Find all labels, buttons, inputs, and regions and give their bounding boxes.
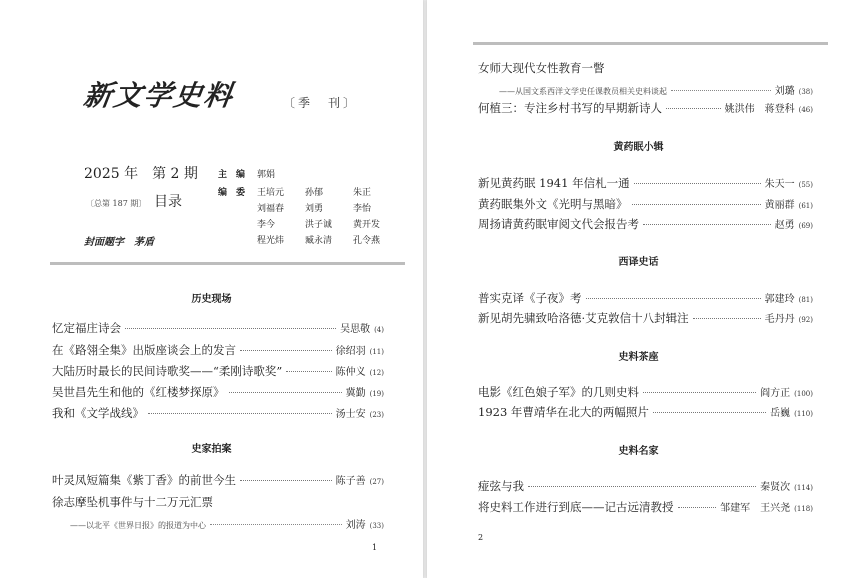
- toc-entry[interactable]: 将史料工作进行到底——记古远清教授 邹建军 王兴尧 (118): [478, 500, 813, 514]
- toc-entry[interactable]: 普实克译《子夜》考 郭建玲 (81): [478, 291, 813, 305]
- toc-entry[interactable]: 电影《红色娘子军》的几则史料 阎方正 (100): [478, 385, 813, 399]
- toc-entry[interactable]: 我和《文学战线》 汤士安 (23): [52, 406, 384, 420]
- toc-entry[interactable]: 忆定福庄诗会 吴思敬 (4): [52, 321, 384, 335]
- board-row: 刘福春 刘勇 李怡: [257, 204, 372, 214]
- cover-credit: 封面题字 茅盾: [84, 237, 154, 248]
- frequency-label: 〔季 刊〕: [283, 96, 359, 110]
- page-number: 1: [372, 543, 378, 552]
- year-issue: 2025 年 第 2 期: [84, 166, 198, 182]
- section-heading: 史料茶座: [618, 352, 659, 363]
- masthead-title: 新文学史料: [81, 79, 237, 112]
- toc-entry[interactable]: 周扬请黄药眠审阅文代会报告考 赵勇 (69): [478, 217, 813, 231]
- toc-label: 目录: [154, 194, 182, 210]
- toc-entry[interactable]: 新见黄药眠 1941 年信札一通 朱天一 (55): [478, 176, 813, 190]
- toc-entry-subtitle: ——以北平《世界日报》的报道为中心 刘涛 (33): [70, 520, 384, 531]
- toc-entry[interactable]: 在《路翎全集》出版座谈会上的发言 徐绍羽 (11): [52, 343, 384, 357]
- toc-entry[interactable]: 黄药眠集外文《光明与黑暗》 黄丽群 (61): [478, 197, 813, 211]
- right-page: [427, 0, 850, 578]
- divider: [473, 42, 828, 45]
- page-number: 2: [478, 533, 484, 542]
- board-label: 编 委: [218, 188, 246, 198]
- divider: [50, 262, 405, 265]
- section-heading: 史家拍案: [191, 444, 232, 455]
- left-page: [0, 0, 423, 578]
- editor-label: 主 编: [218, 170, 246, 180]
- section-heading: 西译史话: [618, 257, 659, 268]
- section-heading: 黄药眠小辑: [613, 142, 664, 153]
- toc-entry[interactable]: 吴世昌先生和他的《红楼梦探原》 冀勤 (19): [52, 385, 384, 399]
- editor-name: 郭娟: [257, 170, 276, 180]
- toc-entry[interactable]: 何植三：专注乡村书写的早期新诗人 姚洪伟 蒋登科 (46): [478, 101, 813, 115]
- toc-entry[interactable]: 新见胡先骕致哈洛德·艾克敦信十八封辑注 毛丹丹 (92): [478, 311, 813, 325]
- volume-number: 〔总第 187 期〕: [86, 199, 147, 208]
- toc-entry[interactable]: 痖弦与我 秦贤次 (114): [478, 479, 813, 493]
- section-heading: 史料名家: [618, 446, 659, 457]
- section-heading: 历史现场: [191, 294, 232, 305]
- toc-entry[interactable]: 叶灵凤短篇集《紫丁香》的前世今生 陈子善 (27): [52, 473, 384, 487]
- toc-entry[interactable]: 1923 年曹靖华在北大的两幅照片 岳巍 (110): [478, 405, 813, 419]
- toc-entry[interactable]: 大陆历时最长的民间诗歌奖——“柔刚诗歌奖” 陈仲义 (12): [52, 364, 384, 378]
- board-row: 李今 洪子诚 黄开发: [257, 220, 381, 230]
- toc-entry[interactable]: 女师大现代女性教育一瞥: [478, 61, 605, 75]
- board-row: 程光炜 臧永清 孔令燕: [257, 236, 381, 246]
- toc-entry-subtitle: ——从国文系西洋文学史任课教员相关史料谈起 刘璐 (38): [499, 86, 813, 97]
- board-row: 王培元 孙郁 朱正: [257, 188, 372, 198]
- toc-entry[interactable]: 徐志摩坠机事件与十二万元汇票: [52, 495, 213, 509]
